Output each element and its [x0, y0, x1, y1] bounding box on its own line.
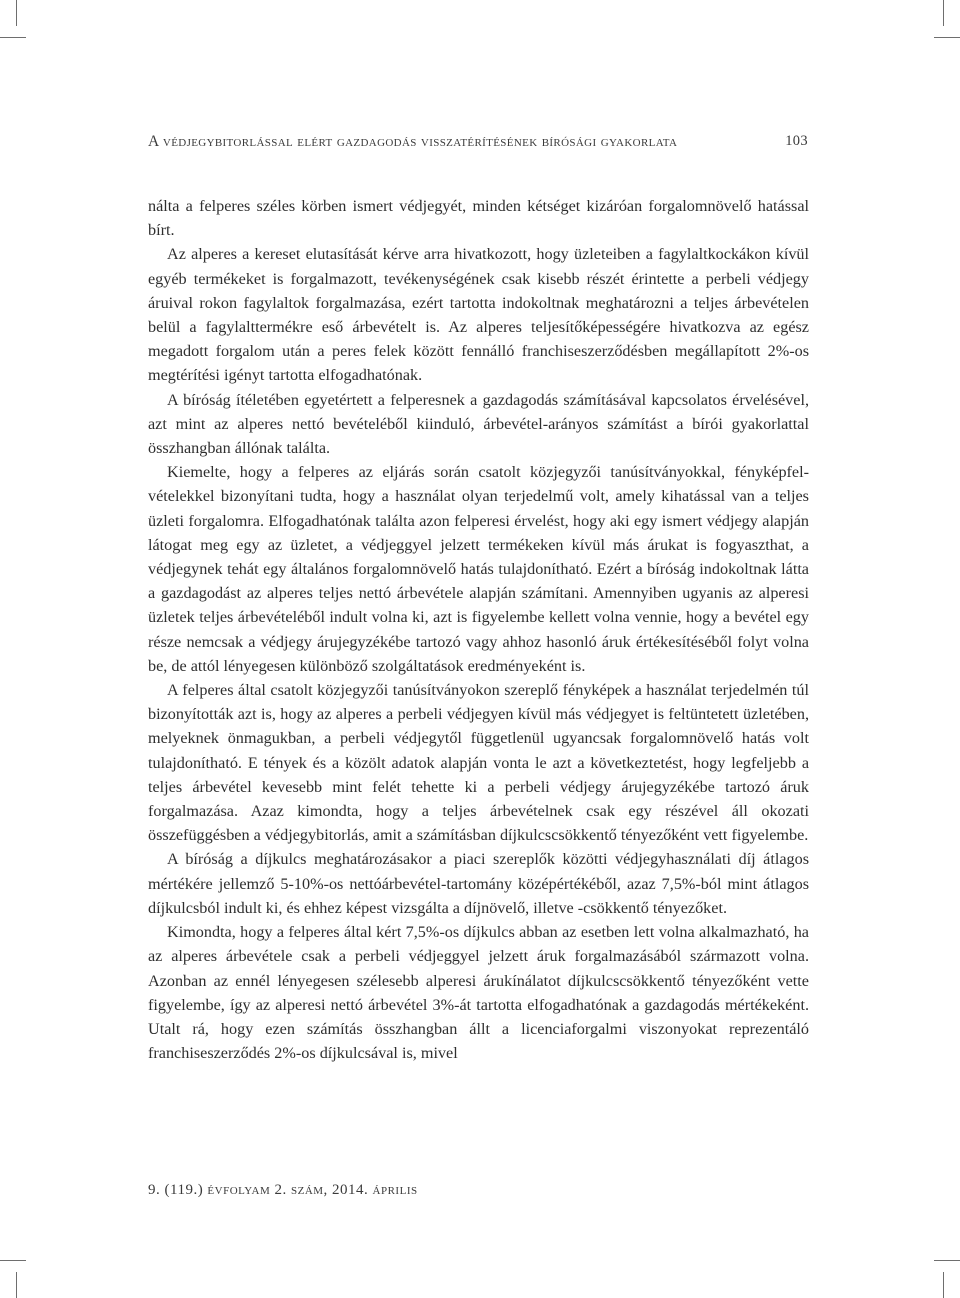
- paragraph: Az alperes a kereset elutasítását kérve arra hivatkozott, hogy üzleteiben a fagylaltkockákon kívül egyéb termékeket is forgalmazott, tevékenységének csak kisebb részét érintette a perbeli védjegy áruival rokon fagylaltok forgalmazása, ezért tartotta indokoltnak meghatározni a teljes árbevételen belül a fagylalttermékre eső árbevételt is. Az alperes teljesítőképességére hivatkozva az egész megadott forgalom után a peres felek között fennálló franchiseszerződésben megállapított 2%-os megtérítési igényt tartotta elfogadhatónak.: [148, 245, 809, 385]
- crop-mark-bottom-left-h: [0, 1260, 26, 1261]
- crop-mark-top-left-h: [0, 37, 26, 38]
- paragraph: Kiemelte, hogy a felperes az eljárás során csatolt közjegyzői tanúsítványokkal, fényképfelvételekkel bizonyítani tudta, hogy a használat olyan terjedelmű volt, amely kihatással van a teljes üzleti forgalomra. Elfogadhatónak találta azon felperesi érvelést, hogy aki egy ismert védjegy alapján látogat meg egy az üzletet, a védjeggyel jelzett termékeken kívül más árukat is fogyaszthat, a védjegynek tehát egy általános forgalomnövelő hatás tulajdonítható. Ezért a bíróság indokoltnak látta a gazdagodást az alperes teljes nettó árbevétele alapján számítani. Amennyiben ugyanis az alperesi üzletek teljes árbevételéből indult volna ki, azt is figyelembe kellett volna vennie, hogy a bevétel egy része nemcsak a védjegy árujegyzékébe tartozó vagy ahhoz hasonló áruk értékesítéséből folyt volna be, de attól lényegesen különböző szolgáltatások eredményeként is.: [148, 463, 809, 675]
- crop-mark-bottom-right: [943, 1272, 944, 1298]
- crop-mark-top-right: [943, 0, 944, 26]
- crop-mark-bottom-right-h: [934, 1260, 960, 1261]
- article-body: [148, 194, 809, 1065]
- running-title: A védjegybitorlással elért gazdagodás visszatérítésének bírósági gyakorlata: [148, 133, 678, 150]
- paragraph: Kimondta, hogy a felperes által kért 7,5%-os díjkulcs abban az esetben lett volna alkalmazható, ha az alperes árbevétele csak a perbeli védjeggyel jelzett áruk forgalmazásából származott volna. Azonban az ennél lényegesen szélesebb alperesi árukínálatot díjkulcscsökkentő tényezőként vette figyelembe, így az alperesi nettó árbevétel 3%-át tartotta elfogadhatónak a gazdagodás mértékeként. Utalt rá, hogy ezen számítás összhangban állt a licenciaforgalmi viszonyokat reprezentáló franchiseszerződés 2%-os díjkulcsával is, mivel: [148, 923, 809, 1063]
- page-number: 103: [785, 133, 808, 149]
- crop-mark-bottom-left: [16, 1272, 17, 1298]
- issue-footer: 9. (119.) évfolyam 2. szám, 2014. április: [148, 1182, 418, 1198]
- crop-mark-top-right-h: [934, 37, 960, 38]
- crop-mark-top-left: [16, 0, 17, 26]
- running-head: [148, 133, 808, 153]
- paragraph: nálta a felperes széles körben ismert védjegyét, minden kétséget kizáróan forgalomnövelő hatással bírt.: [148, 197, 809, 240]
- paragraph: A bíróság ítéletében egyetértett a felperesnek a gazdagodás számításával kapcsolatos érvelésével, azt mint az alperes nettó bevételéből kiinduló, árbevétel-arányos számítást a bírói gyakorlattal összhangban állónak találta.: [148, 390, 809, 458]
- paragraph: A bíróság a díjkulcs meghatározásakor a piaci szereplők közötti védjegyhasználati díj átlagos mértékére jellemző 5-10%-os nettóárbevétel-tartomány középértékéből, azaz 7,5%-ból mint átlagos díjkulcsból indult ki, és ehhez képest vizsgálta a díjnövelő, illetve -csökkentő tényezőket.: [148, 850, 809, 917]
- paragraph: A felperes által csatolt közjegyzői tanúsítványokon szereplő fényképek a használat terjedelmén túl bizonyították azt is, hogy az alperes a perbeli védjegyen kívül más védjegyet is feltüntetett üzletében, melyeknek önmagukban, a perbeli védjegytől függetlenül ugyancsak forgalomnövelő hatás volt tulajdonítható. E tények és a közölt adatok alapján vonta le azt a következtetést, hogy legfeljebb a teljes árbevétel kevesebb mint felét tehette ki a perbeli védjegy árujegyzékébe tartozó áruk forgalmazása. Azaz kimondta, hogy a teljes árbevételnek csak egy részével áll okozati összefüggésben a védjegybitorlás, amit a számításban díjkulcscsökkentő tényezőként vett figyelembe.: [148, 681, 809, 845]
